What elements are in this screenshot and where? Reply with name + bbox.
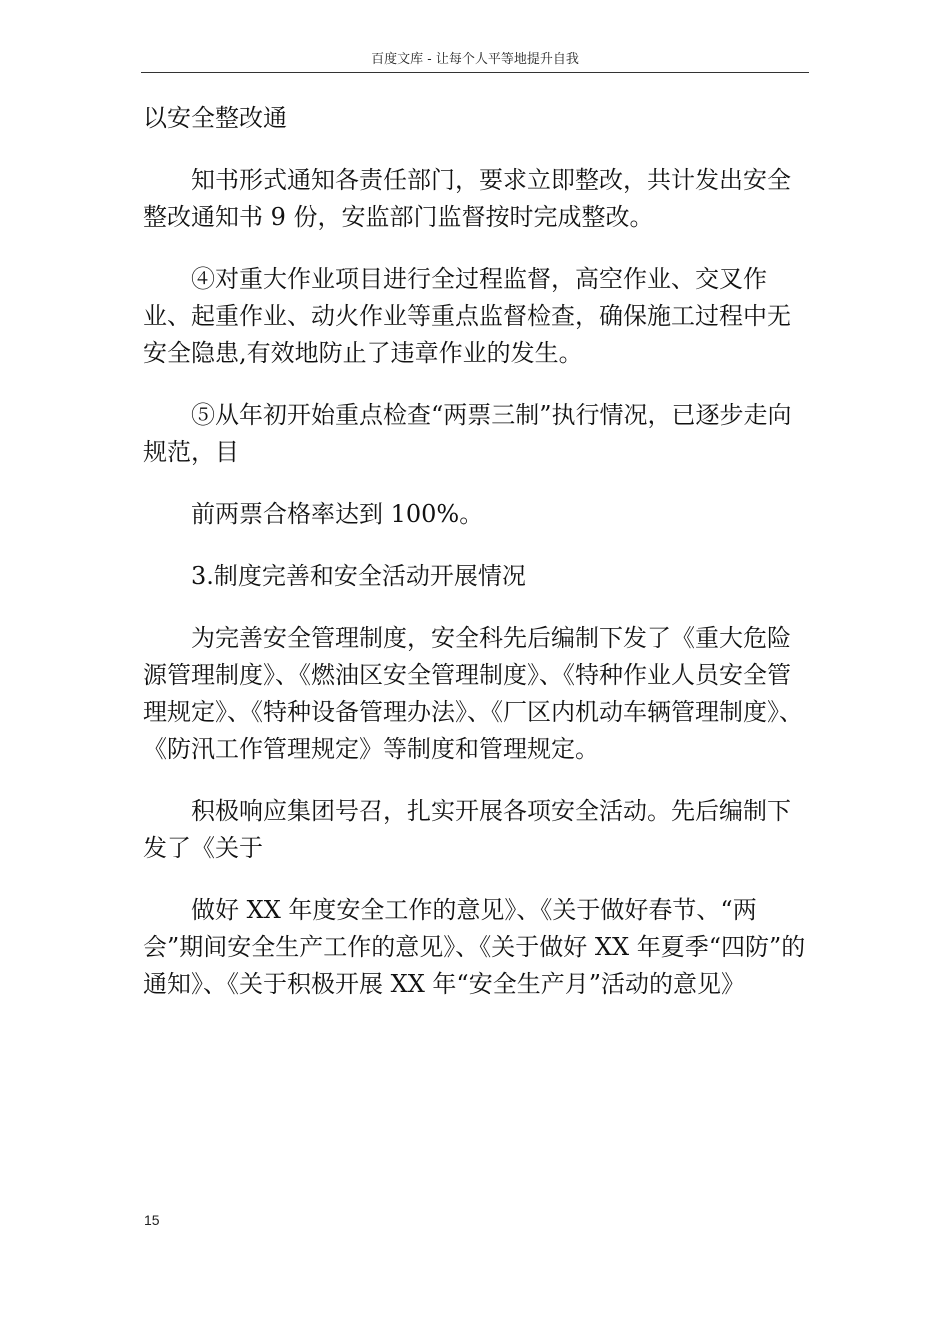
paragraph-2: 知书形式通知各责任部门，要求立即整改，共计发出安全整改通知书 9 份，安监部门监督按时完成整改。 [143, 166, 791, 231]
paragraph-5: 前两票合格率达到 100%。 [191, 500, 484, 528]
page-number: 15 [144, 1212, 160, 1228]
document-body [143, 100, 807, 1028]
paragraph-1: 以安全整改通 [143, 104, 287, 132]
paragraph-4: ⑤从年初开始重点检查“两票三制”执行情况，已逐步走向规范，目 [143, 401, 792, 466]
paragraph-7: 为完善安全管理制度，安全科先后编制下发了《重大危险源管理制度》、《燃油区安全管理制度》、《特种作业人员安全管理规定》、《特种设备管理办法》、《厂区内机动车辆管理制度》、《防汛工作管理规定》等制度和管理规定。 [143, 624, 803, 763]
section-heading: 3.制度完善和安全活动开展情况 [191, 562, 526, 590]
page-header: 百度文库 - 让每个人平等地提升自我 [141, 50, 809, 73]
paragraph-9: 做好 XX 年度安全工作的意见》、《关于做好春节、“两会”期间安全生产工作的意见》、《关于做好 XX 年夏季“四防”的通知》、《关于积极开展 XX 年“安全生产月”活动的意见》 [143, 896, 806, 998]
paragraph-8: 积极响应集团号召，扎实开展各项安全活动。先后编制下发了《关于 [143, 797, 791, 862]
paragraph-3: ④对重大作业项目进行全过程监督，高空作业、交叉作业、起重作业、动火作业等重点监督检查，确保施工过程中无安全隐患,有效地防止了违章作业的发生。 [143, 265, 791, 367]
